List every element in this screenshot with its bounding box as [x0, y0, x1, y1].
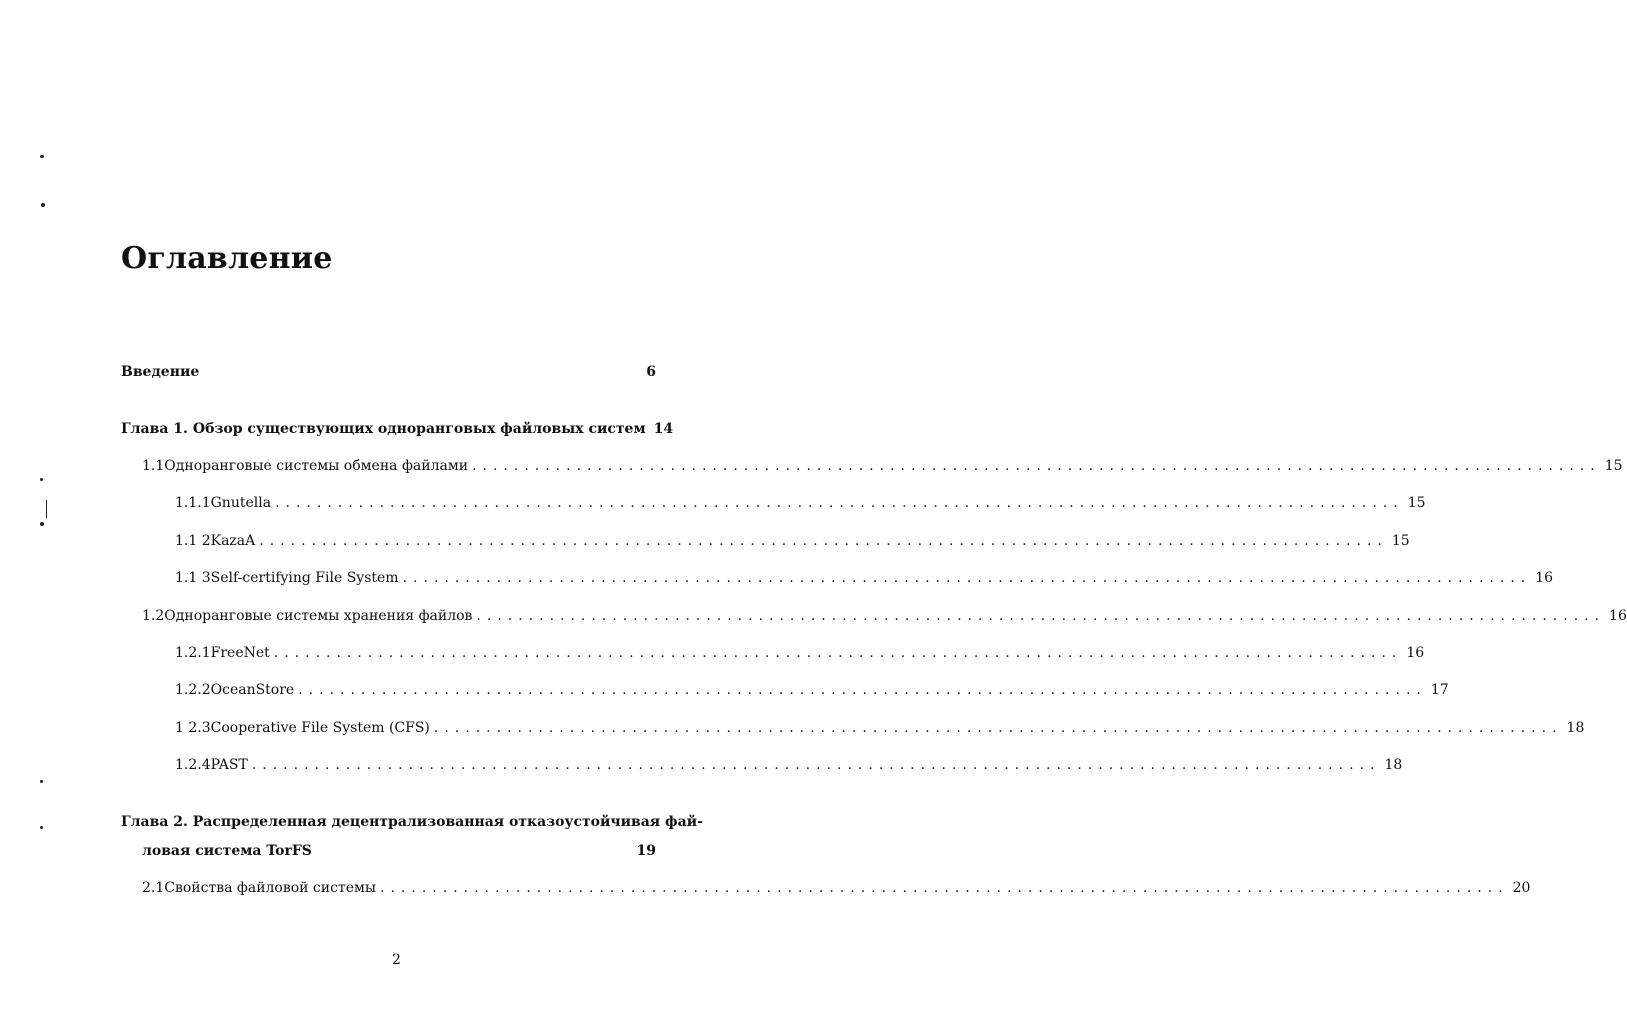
scan-speck [40, 522, 44, 526]
toc-entry-label: KazaA [210, 533, 256, 549]
toc-entry-page: 20 [1512, 880, 1531, 896]
toc-entry-number: 1.2.1 [175, 645, 211, 661]
toc-dot-leader: ............................................................................................................ [251, 757, 1381, 773]
toc-dot-leader: ............................................................................................................ [273, 645, 1403, 661]
scan-speck [40, 155, 44, 158]
toc-entry-number: 1.1 [142, 458, 165, 474]
toc-dot-leader: ............................................................................................................ [476, 608, 1606, 624]
toc-entry-chapter-1[interactable] [121, 419, 674, 439]
toc-entry-label: Одноранговые системы обмена файлами [164, 458, 469, 474]
toc-dot-leader: ............................................................................................................ [298, 682, 1427, 698]
toc-entry-section-2-1[interactable] [142, 878, 1531, 898]
scan-speck [40, 478, 43, 481]
page-number: 2 [392, 952, 401, 968]
toc-entry-number: 2.1 [142, 880, 165, 896]
toc-entry-number: 1 2.3 [175, 720, 211, 736]
toc-entry-section-1-2[interactable] [142, 606, 1627, 626]
toc-entry-label: Введение [121, 364, 200, 380]
toc-entry-subsection-1-1-2[interactable] [175, 531, 1410, 551]
toc-entry-number: 1.1 2 [175, 533, 211, 549]
scan-speck [41, 203, 45, 207]
toc-entry-page: 16 [1609, 608, 1627, 624]
toc-entry-label: Gnutella [210, 495, 272, 511]
toc-entry-number: 1.2.4 [175, 757, 211, 773]
toc-entry-subsection-1-1-3[interactable] [175, 568, 1554, 588]
toc-entry-label: Распределенная децентрализованная отказоустойчивая фай- [192, 814, 703, 830]
toc-entry-introduction[interactable] [121, 362, 656, 382]
toc-entry-label: OceanStore [210, 682, 295, 698]
toc-dot-leader: ............................................................................................................ [380, 880, 1509, 896]
toc-entry-label-continued: ловая система TorFS [142, 843, 312, 859]
toc-entry-subsection-1-2-1[interactable] [175, 643, 1425, 663]
toc-entry-subsection-1-2-4[interactable] [175, 755, 1403, 775]
toc-entry-page: 16 [1406, 645, 1425, 661]
toc-entry-subsection-1-1-1[interactable] [175, 493, 1426, 513]
toc-entry-label: Cooperative File System (CFS) [210, 720, 430, 736]
toc-entry-page: 6 [646, 364, 656, 380]
toc-entry-label: Свойства файловой системы [164, 880, 377, 896]
scan-speck [40, 780, 43, 783]
toc-entry-page: 18 [1384, 757, 1403, 773]
toc-entry-number: 1.1 3 [175, 570, 211, 586]
toc-entry-page: 19 [636, 843, 656, 859]
toc-title: Оглавление [121, 241, 333, 276]
toc-entry-number: 1.2 [142, 608, 165, 624]
toc-entry-number: Глава 2. [121, 814, 188, 830]
toc-entry-page: 15 [1391, 533, 1410, 549]
scan-speck [40, 826, 43, 829]
toc-dot-leader: ............................................................................................................ [275, 495, 1404, 511]
toc-entry-page: 14 [653, 421, 674, 437]
toc-dot-leader: ............................................................................................................ [402, 570, 1532, 586]
toc-entry-page: 18 [1566, 720, 1585, 736]
toc-dot-leader: ............................................................................................................ [433, 720, 1563, 736]
toc-entry-label: Self-certifying File System [210, 570, 399, 586]
toc-entry-chapter-2[interactable] [142, 841, 656, 861]
toc-entry-number: 1.2.2 [175, 682, 211, 698]
toc-entry-subsection-1-2-3[interactable] [175, 718, 1585, 738]
toc-entry-label: PAST [210, 757, 248, 773]
toc-entry-label: Одноранговые системы хранения файлов [164, 608, 473, 624]
toc-entry-page: 15 [1407, 495, 1426, 511]
toc-entry-label: Обзор существующих одноранговых файловых систем [192, 421, 646, 437]
toc-entry-page: 15 [1604, 458, 1623, 474]
toc-entry-page: 17 [1430, 682, 1449, 698]
toc-entry-subsection-1-2-2[interactable] [175, 680, 1449, 700]
toc-dot-leader: ............................................................................................................ [259, 533, 1388, 549]
toc-entry-chapter-2-line-1[interactable] [121, 812, 703, 832]
toc-entry-number: Глава 1. [121, 421, 188, 437]
toc-entry-number: 1.1.1 [175, 495, 211, 511]
toc-entry-label: FreeNet [210, 645, 270, 661]
scan-speck [46, 500, 47, 518]
toc-entry-section-1-1[interactable] [142, 456, 1623, 476]
toc-dot-leader: ............................................................................................................ [472, 458, 1601, 474]
toc-entry-page: 16 [1535, 570, 1554, 586]
